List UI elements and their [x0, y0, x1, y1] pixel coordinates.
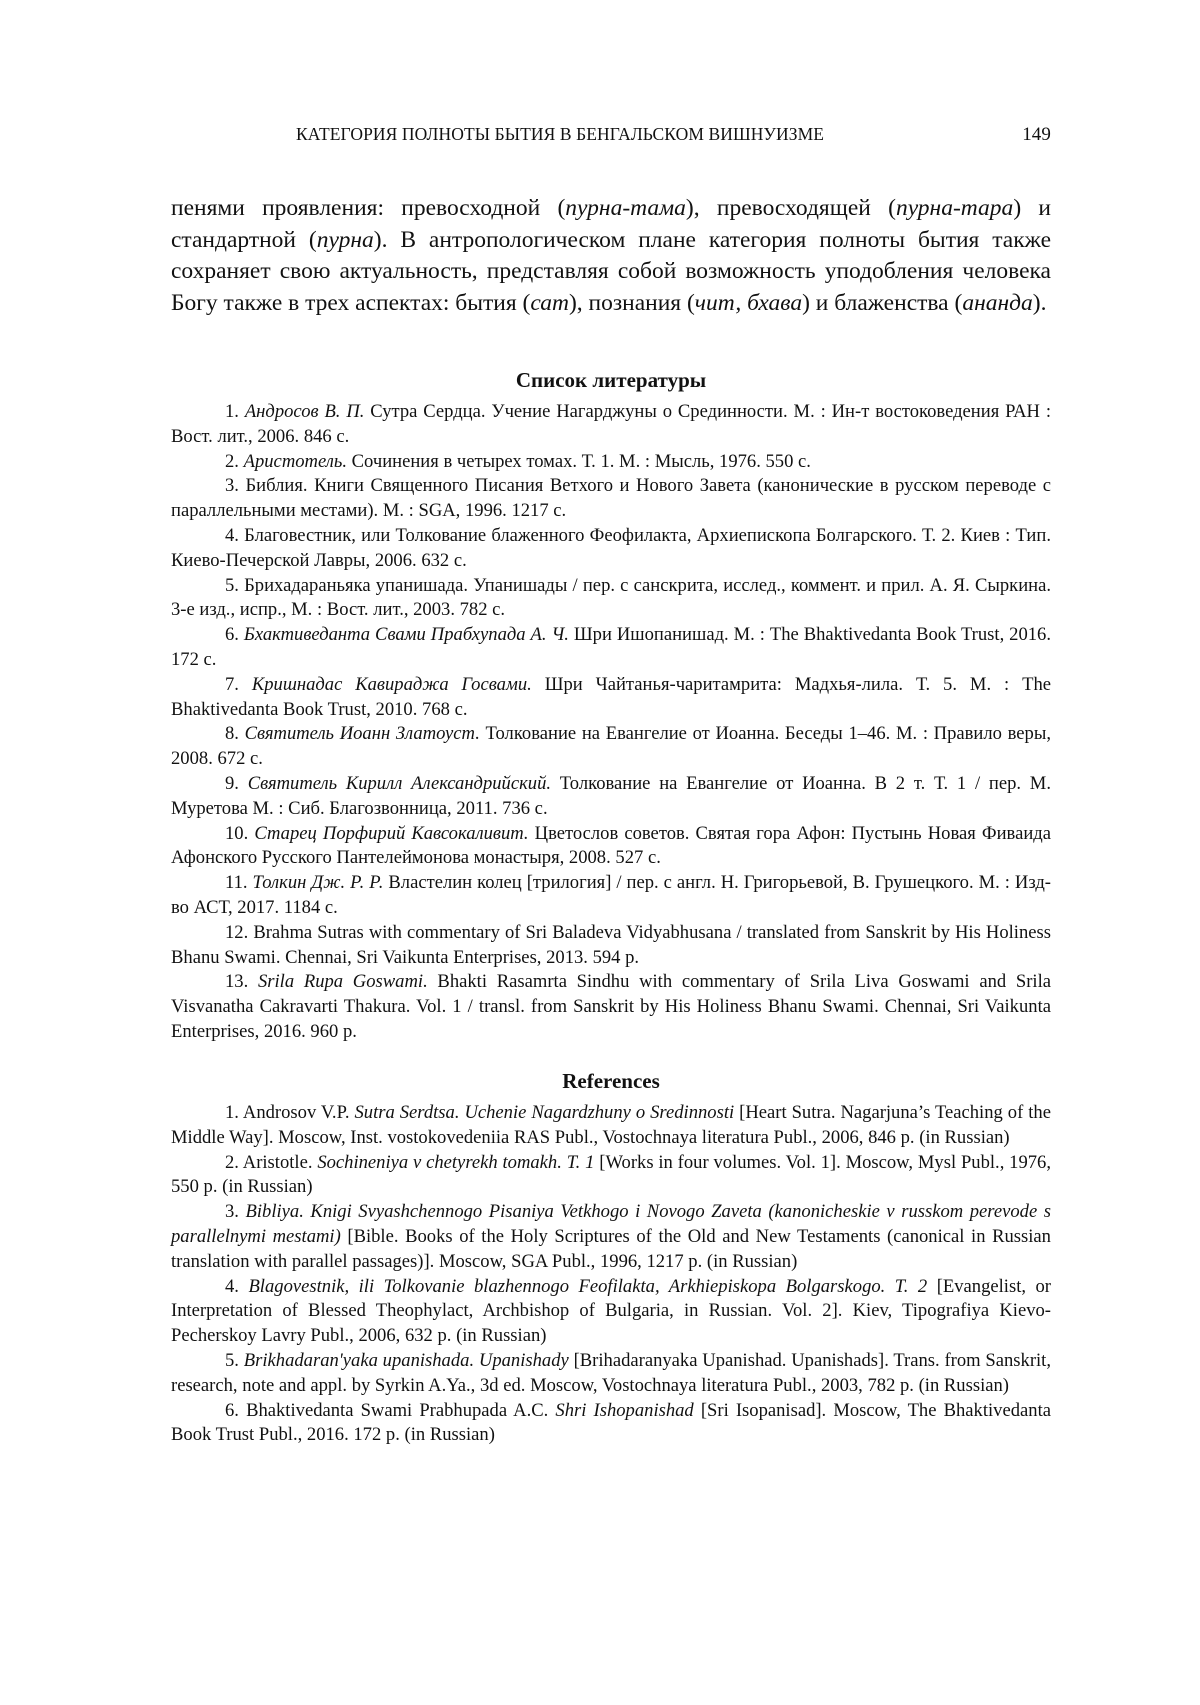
entry-title: Sutra Serdtsa. Uchenie Nagardzhuny o Sredinnosti	[354, 1102, 735, 1123]
entry-number: 1.	[225, 1102, 239, 1123]
running-title: КАТЕГОРИЯ ПОЛНОТЫ БЫТИЯ В БЕНГАЛЬСКОМ ВИШНУИЗМЕ	[296, 124, 825, 144]
italic-term: пурна-тара	[895, 195, 1014, 221]
entry-title: Brikhadaran'yaka upanishada. Upanishady	[243, 1349, 569, 1371]
entry-number: 3.	[225, 475, 239, 497]
entry-number: 1.	[225, 401, 239, 422]
entry-text: Bhakti Rasamrta Sindhu with commentary of Srila Liva Goswami and Srila Visvanatha Cakravarti Thakura. Vol. 1 / transl. from Sanskrit by His Holiness Bhanu Swami. Chennai, Sri Vaikunta Enterprises, 2016. 960 p.	[171, 971, 1051, 1042]
reference-entry	[171, 1275, 1051, 1349]
entry-text: [Sri Isopanisad]. Moscow, The Bhaktivedanta Book Trust Publ., 2016. 172 p. (in Russian)	[171, 1399, 1051, 1446]
body-paragraph	[171, 193, 1051, 319]
entry-text: Шри Ишопанишад. М. : The Bhaktivedanta Book Trust, 2016. 172 с.	[171, 624, 1052, 670]
italic-term: пурна	[316, 226, 374, 253]
literature-entry	[171, 822, 1051, 872]
entry-author: Кришнадас Кавираджа Госвами.	[251, 673, 532, 695]
entry-author: Bhaktivedanta Swami Prabhupada A.C.	[246, 1399, 556, 1421]
reference-entry	[171, 1101, 1051, 1151]
literature-entry	[171, 524, 1051, 574]
text-run: ), познания (	[568, 289, 695, 316]
literature-entry	[171, 474, 1051, 524]
literature-entry	[171, 673, 1051, 723]
entry-text: [Works in four volumes. Vol. 1]. Moscow, Mysl Publ., 1976, 550 p. (in Russian)	[171, 1151, 1052, 1198]
literature-entry	[171, 722, 1051, 772]
entry-title: Sochineniya v chetyrekh tomakh. T. 1	[317, 1151, 595, 1173]
entry-author: Aristotle.	[242, 1151, 318, 1173]
literature-list	[171, 400, 1051, 1045]
entry-text: Толкование на Евангелие от Иоанна. В 2 т. Т. 1 / пер. М. Муретова М. : Сиб. Благозвонница, 2011. 736 с.	[171, 772, 1051, 819]
italic-term: сат	[530, 289, 569, 316]
entry-text: [Evangelist, or Interpretation of Blessed Theophylact, Archbishop of Bulgaria, in Russian. Vol. 2]. Kiev, Tipografiya Kievo-Pecherskoy Lavry Publ., 2006, 632 p. (in Russian)	[171, 1275, 1051, 1347]
entry-author: Святитель Иоанн Златоуст.	[244, 723, 480, 745]
entry-number: 9.	[225, 772, 239, 794]
reference-entry	[171, 1200, 1051, 1274]
entry-text: Сочинения в четырех томах. Т. 1. М. : Мысль, 1976. 550 с.	[346, 450, 811, 472]
literature-entry	[171, 450, 1051, 475]
entry-author: Толкин Дж. Р. Р.	[252, 872, 384, 894]
literature-entry	[171, 623, 1051, 673]
entry-number: 5.	[225, 1349, 239, 1371]
literature-entry	[171, 574, 1051, 624]
text-run: ).	[1032, 289, 1047, 316]
entry-number: 12.	[225, 921, 249, 943]
entry-number: 13.	[225, 971, 249, 993]
entry-title: Shri Ishopanishad	[555, 1399, 694, 1421]
entry-text: Благовестник, или Толкование блаженного Феофилакта, Архиепископа Болгарского. Т. 2. Киев : Тип. Киево-Печерской Лавры, 2006. 632 с.	[171, 524, 1051, 571]
entry-number: 6.	[225, 624, 239, 646]
entry-author: Бхактиведанта Свами Прабхупада А. Ч.	[243, 624, 569, 646]
entry-author: Андросов В. П.	[244, 401, 365, 422]
text-run: ) и стандартной (	[171, 195, 1051, 253]
entry-text: Шри Чайтанья-чаритамрита: Мадхья-лила. Т. 5. М. : The Bhaktivedanta Book Trust, 2010. 768 с.	[171, 673, 1052, 720]
reference-entry	[171, 1399, 1051, 1449]
entry-author: Srila Rupa Goswami.	[257, 971, 428, 993]
entry-author: Старец Порфирий Кавсокаливит.	[254, 822, 529, 844]
literature-entry	[171, 970, 1051, 1044]
entry-text: Властелин колец [трилогия] / пер. с англ. Н. Григорьевой, В. Грушецкого. М. : Изд-во АСТ, 2017. 1184 с.	[171, 872, 1051, 918]
entry-text: Толкование на Евангелие от Иоанна. Беседы 1–46. М. : Правило веры, 2008. 672 с.	[171, 723, 1051, 770]
entry-number: 5.	[225, 574, 239, 596]
entry-text: [Heart Sutra. Nagarjuna’s Teaching of the Middle Way]. Moscow, Inst. vostokovedeniia RAS Publ., Vostochnaya literatura Publ., 2006, 846 p. (in Russian)	[171, 1102, 1051, 1148]
italic-term: пурна-тама	[565, 195, 686, 221]
text-run: пенями проявления: превосходной (	[171, 195, 566, 221]
references-heading: References	[562, 1069, 660, 1093]
literature-heading: Список литературы	[515, 368, 707, 392]
entry-text: [Brihadaranyaka Upanishad. Upanishads]. Trans. from Sanskrit, research, note and appl. by Syrkin A.Ya., 3d ed. Moscow, Vostochnaya literatura Publ., 2003, 782 p. (in Russian)	[171, 1349, 1051, 1396]
entry-text: Сутра Сердца. Учение Нагарджуны о Срединности. М. : Ин-т востоковедения РАН : Вост. лит., 2006. 846 с.	[171, 401, 1051, 447]
entry-author: Святитель Кирилл Александрийский.	[247, 772, 552, 794]
entry-number: 11.	[225, 872, 248, 894]
page-number: 149	[1022, 124, 1051, 145]
entry-text: Библия. Книги Священного Писания Ветхого и Нового Завета (канонические в русском переводе с параллельными местами). М. : SGA, 1996. 1217 с.	[171, 475, 1051, 522]
entry-title: Bibliya. Knigi Svyashchennogo Pisaniya Vetkhogo i Novogo Zaveta (kanonicheskie v russkom perevode s parallelnymi mestami)	[171, 1201, 1051, 1247]
literature-entry	[171, 871, 1051, 921]
entry-number: 2.	[225, 450, 239, 472]
italic-term: чит, бхава	[694, 289, 803, 316]
text-run: ) и блаженства (	[802, 289, 963, 316]
literature-entry	[171, 921, 1051, 971]
entry-number: 4.	[225, 524, 239, 546]
entry-number: 2.	[225, 1151, 239, 1173]
entry-text: Брихадараньяка упанишада. Упанишады / пер. с санскрита, исслед., коммент. и прил. А. Я. Сыркина. 3-е изд., испр., М. : Вост. лит., 2003. 782 с.	[171, 574, 1051, 621]
entry-number: 4.	[225, 1275, 239, 1297]
entry-text: Цветослов советов. Святая гора Афон: Пустынь Новая Фиваида Афонского Русского Пантелеймонова монастыря, 2008. 527 с.	[171, 822, 1051, 869]
references-list	[171, 1101, 1051, 1448]
entry-number: 8.	[225, 723, 239, 745]
text-run: ). В антропологическом плане категория полноты бытия также сохраняет свою актуальность, представляя собой возможность уподобления человека Богу также в трех аспектах: бытия (	[171, 226, 1051, 316]
entry-number: 6.	[225, 1399, 239, 1421]
reference-entry	[171, 1349, 1051, 1399]
italic-term: ананда	[962, 289, 1033, 316]
entry-title: Blagovestnik, ili Tolkovanie blazhennogo Feofilakta, Arkhiepiskopa Bolgarskogo. T. 2	[248, 1275, 928, 1297]
entry-text: Brahma Sutras with commentary of Sri Baladeva Vidyabhusana / translated from Sanskrit by His Holiness Bhanu Swami. Chennai, Sri Vaikunta Enterprises, 2013. 594 p.	[171, 921, 1051, 968]
entry-number: 3.	[225, 1201, 239, 1223]
entry-author: Androsov V.P.	[242, 1102, 355, 1123]
literature-entry	[171, 772, 1051, 822]
entry-number: 10.	[225, 822, 249, 844]
literature-entry	[171, 400, 1051, 450]
reference-entry	[171, 1151, 1051, 1201]
entry-number: 7.	[225, 673, 239, 695]
text-run: ), превосходящей (	[685, 195, 896, 221]
entry-author: Аристотель.	[243, 450, 347, 472]
entry-text: [Bible. Books of the Holy Scriptures of the Old and New Testaments (canonical in Russian translation with parallel passages)]. Moscow, SGA Publ., 1996, 1217 p. (in Russian)	[171, 1225, 1051, 1272]
